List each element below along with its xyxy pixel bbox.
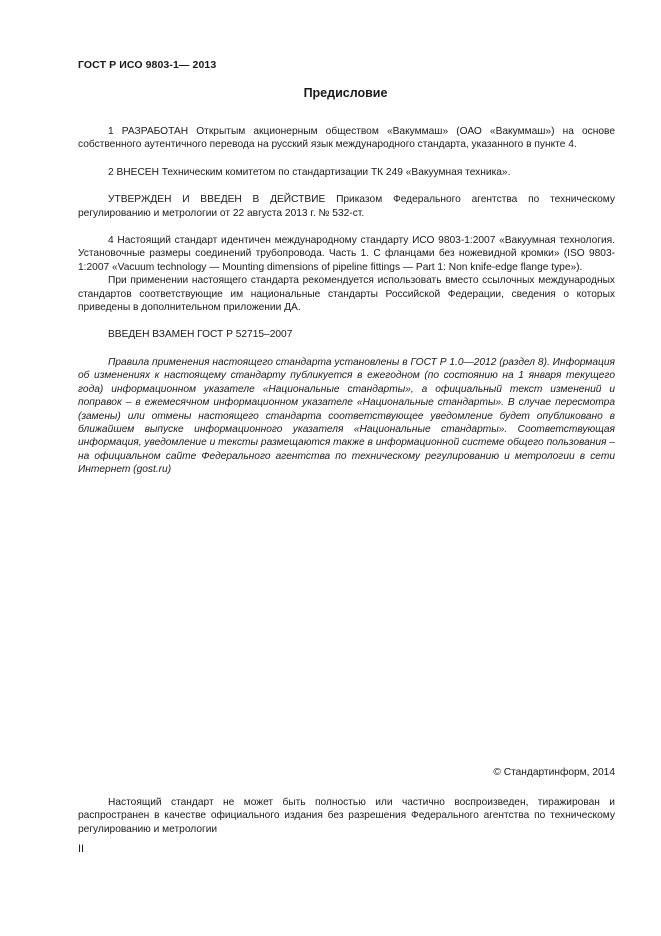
paragraph-identical-standard: 4 Настоящий стандарт идентичен международному стандарту ИСО 9803-1:2007 «Вакуумная технология. Установочные размеры соединений трубопровода. Часть 1. С фланцами без ножевидной кромки» (ISO 9803-1:2007 «Vacuum technology — Mounting dimensions of pipeline fittings — Part 1: Non knife-edge flange type»).: [78, 235, 615, 273]
rights-notice-block: [78, 796, 615, 836]
paragraph-application-rules: Правила применения настоящего стандарта установлены в ГОСТ Р 1.0—2012 (раздел 8). Информация об изменениях к настоящему стандарту публикуется в ежегодном (по состоянию на 1 января текущего года) информационном указателе «Национальные стандарты», а официальный текст изменений и поправок – в ежемесячном информационном указателе «Национальные стандарты». В случае пересмотра (замены) или отмены настоящего стандарта соответствующее уведомление будет опубликовано в ближайшем выпуске информационного указателя «Национальные стандарты». Соответствующая информация, уведомление и тексты размещаются также в информационной системе общего пользования – на официальном сайте Федерального агентства по техническому регулированию и метрологии в сети Интернет (gost.ru): [78, 356, 615, 476]
page-number: II: [78, 843, 85, 855]
rights-notice: Настоящий стандарт не может быть полностью или частично воспроизведен, тиражирован и распространен в качестве официального издания без разрешения Федерального агентства по техническому регулированию и метрологии: [78, 797, 615, 835]
document-code: ГОСТ Р ИСО 9803-1— 2013: [78, 59, 217, 71]
paragraph-approved: УТВЕРЖДЕН И ВВЕДЕН В ДЕЙСТВИЕ Приказом Федерального агентства по техническому регулированию и метрологии от 22 августа 2013 г. № 532-ст.: [78, 194, 615, 219]
preface-body: [78, 125, 615, 477]
paragraph-developed-by: 1 РАЗРАБОТАН Открытым акционерным обществом «Вакуммаш» (ОАО «Вакуммаш») на основе собственного аутентичного перевода на русский язык международного стандарта, указанного в пункте 4.: [78, 126, 615, 151]
paragraph-reference-note: При применении настоящего стандарта рекомендуется использовать вместо ссылочных международных стандартов соответствующие им национальные стандарты Российской Федерации, сведения о которых приведены в дополнительном приложении ДА.: [78, 275, 615, 314]
paragraph-replaces: ВВЕДЕН ВЗАМЕН ГОСТ Р 52715–2007: [108, 329, 293, 341]
section-title: Предисловие: [303, 86, 388, 100]
copyright-notice: © Стандартинформ, 2014: [493, 767, 615, 778]
paragraph-submitted-by: 2 ВНЕСЕН Техническим комитетом по стандартизации ТК 249 «Вакуумная техника».: [108, 166, 511, 178]
